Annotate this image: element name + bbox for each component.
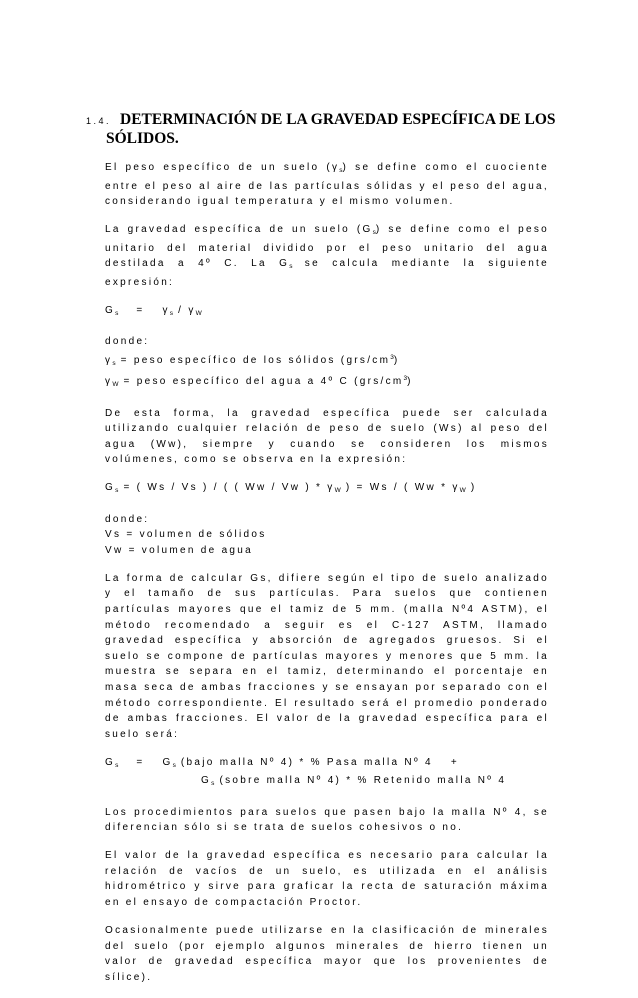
donde-label: donde: xyxy=(105,336,150,348)
section-title-cont xyxy=(106,129,556,148)
definition-gamma-s: $\gamma_s$ = peso específico de los sólidos $(grs/cm^3)$ xyxy=(105,353,400,367)
definitions-block-1 xyxy=(105,334,549,393)
definition-gamma-w: $\gamma_W$ = peso específico del agua a 4º C $(grs/cm^3)$ xyxy=(105,375,413,389)
donde-label-2: donde: xyxy=(105,513,150,525)
paragraph-relacion-peso: De esta forma, la gravedad específica puede ser calculada utilizando cualquier relación de peso de suelo (Ws) al peso del agua (Ww), siempre y cuando se consideren los mismos volúmenes, como se observa en la expresión: xyxy=(105,407,549,466)
paragraph-valor-gravedad: El valor de la gravedad específica es necesario para calcular la relación de vacíos de un suelo, es utilizada en el análisis hidrométrico y sirve para graficar la recta de saturación máxima en el ensayo de compactación Proctor. xyxy=(105,850,549,908)
paragraph-ocasionalmente: Ocasionalmente puede utilizarse en la clasificación de minerales del suelo (por ejemplo algunos minerales de hierro tienen un valor de gravedad específica mayor que los provenientes de sílice). xyxy=(105,925,549,983)
formula-weighted-average: $G_s = G_s$ (bajo malla Nº 4) * % Pasa malla Nº 4 + $G_s$ (sobre malla Nº 4) * % Retenido malla Nº 4 xyxy=(105,756,507,788)
formula-gs-ratio: $G_s = \gamma_s / \gamma_W$ xyxy=(105,305,202,318)
section-title-line1: DETERMINACIÓN DE LA GRAVEDAD ESPECÍFICA DE LOS xyxy=(120,111,556,128)
formula-gs-expansion: $G_s$ = ( Ws / Vs ) / ( ( Ww / Vw ) * $\gamma_W$ ) = Ws / ( Ww * $\gamma_W$ ) xyxy=(105,482,477,495)
definitions-block-2 xyxy=(105,512,549,559)
section-number: 1.4. xyxy=(86,116,112,126)
document-body xyxy=(105,160,549,998)
definition-vw: Vw = volumen de agua xyxy=(105,544,254,556)
paragraph-peso-especifico: El peso específico de un suelo $(\gamma_s)$ se define como el cuociente entre el peso al aire de las partículas sólidas y el peso del agua, considerando igual temperatura y el mismo volumen. xyxy=(105,162,549,208)
section-heading xyxy=(86,110,556,148)
paragraph-forma-calcular: La forma de calcular Gs, difiere según el tipo de suelo analizado y el tamaño de sus partículas. Para suelos que contienen partículas mayores que el tamiz de 5 mm. (malla Nº4 ASTM), el método recomendado a seguir es el C-127 ASTM, llamado gravedad específica y absorción de agregados gruesos. Si el suelo se compone de partículas mayores y menores que 5 mm. la muestra se separa en el tamiz, determinando el porcentaje en masa seca de ambas fracciones y se ensayan por separado con el método correspondiente. El resultado será el promedio ponderado de ambas fracciones. El valor de la gravedad específica para el suelo será: xyxy=(105,572,549,740)
paragraph-procedimientos: Los procedimientos para suelos que pasen bajo la malla Nº 4, se diferencian sólo si se trata de suelos cohesivos o no. xyxy=(105,806,549,834)
section-title xyxy=(120,110,556,129)
definition-vs: Vs = volumen de sólidos xyxy=(105,529,267,541)
paragraph-gravedad-especifica: La gravedad específica de un suelo $(G_s)$ se define como el peso unitario del material dividido por el peso unitario del agua destilada a 4º C. La $G_s$ se calcula mediante la siguiente expresión: xyxy=(105,224,550,289)
section-title-line2: SÓLIDOS. xyxy=(106,130,179,147)
